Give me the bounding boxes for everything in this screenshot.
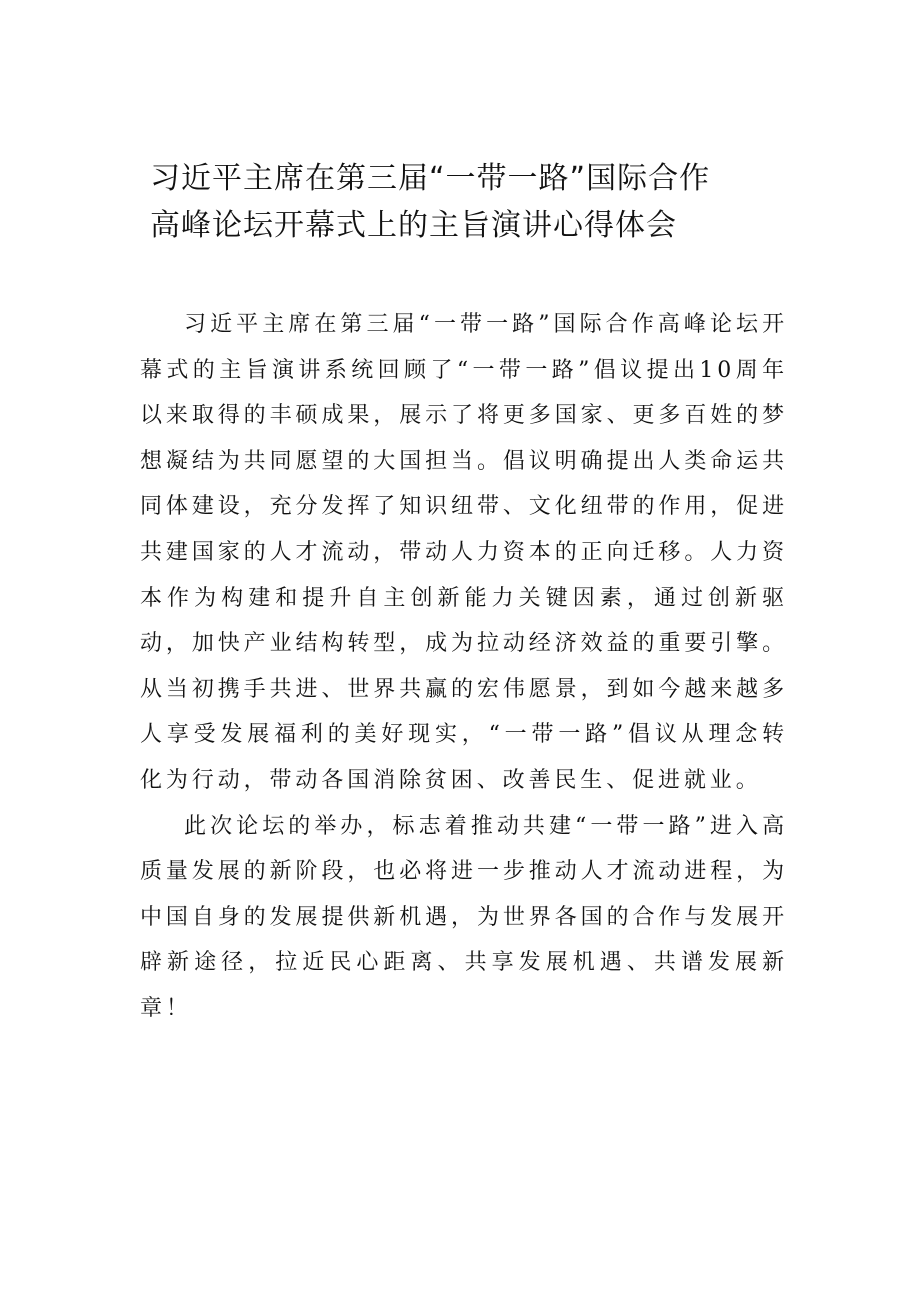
paragraph-1: 习近平主席在第三届“一带一路”国际合作高峰论坛开幕式的主旨演讲系统回顾了“一带一路”倡议提出10周年以来取得的丰硕成果，展示了将更多国家、更多百姓的梦想凝结为共同愿望的大国担当。倡议明确提出人类命运共同体建设，充分发挥了知识纽带、文化纽带的作用，促进共建国家的人才流动，带动人力资本的正向迁移。人力资本作为构建和提升自主创新能力关键因素，通过创新驱动，加快产业结构转型，成为拉动经济效益的重要引擎。从当初携手共进、世界共赢的宏伟愿景，到如今越来越多人享受发展福利的美好现实，“一带一路”倡议从理念转化为行动，带动各国消除贫困、改善民生、促进就业。: [140, 312, 788, 793]
paragraph-2: 此次论坛的举办，标志着推动共建“一带一路”进入高质量发展的新阶段，也必将进一步推动人才流动进程，为中国自身的发展提供新机遇，为世界各国的合作与发展开辟新途径，拉近民心距离、共享发展机遇、共谱发展新章！: [140, 813, 788, 1021]
title-line-1: 习近平主席在第三届“一带一路”国际合作: [150, 161, 711, 196]
title-line-2: 高峰论坛开幕式上的主旨演讲心得体会: [150, 208, 677, 243]
document-title: [150, 155, 790, 249]
document-body: [140, 302, 788, 1032]
